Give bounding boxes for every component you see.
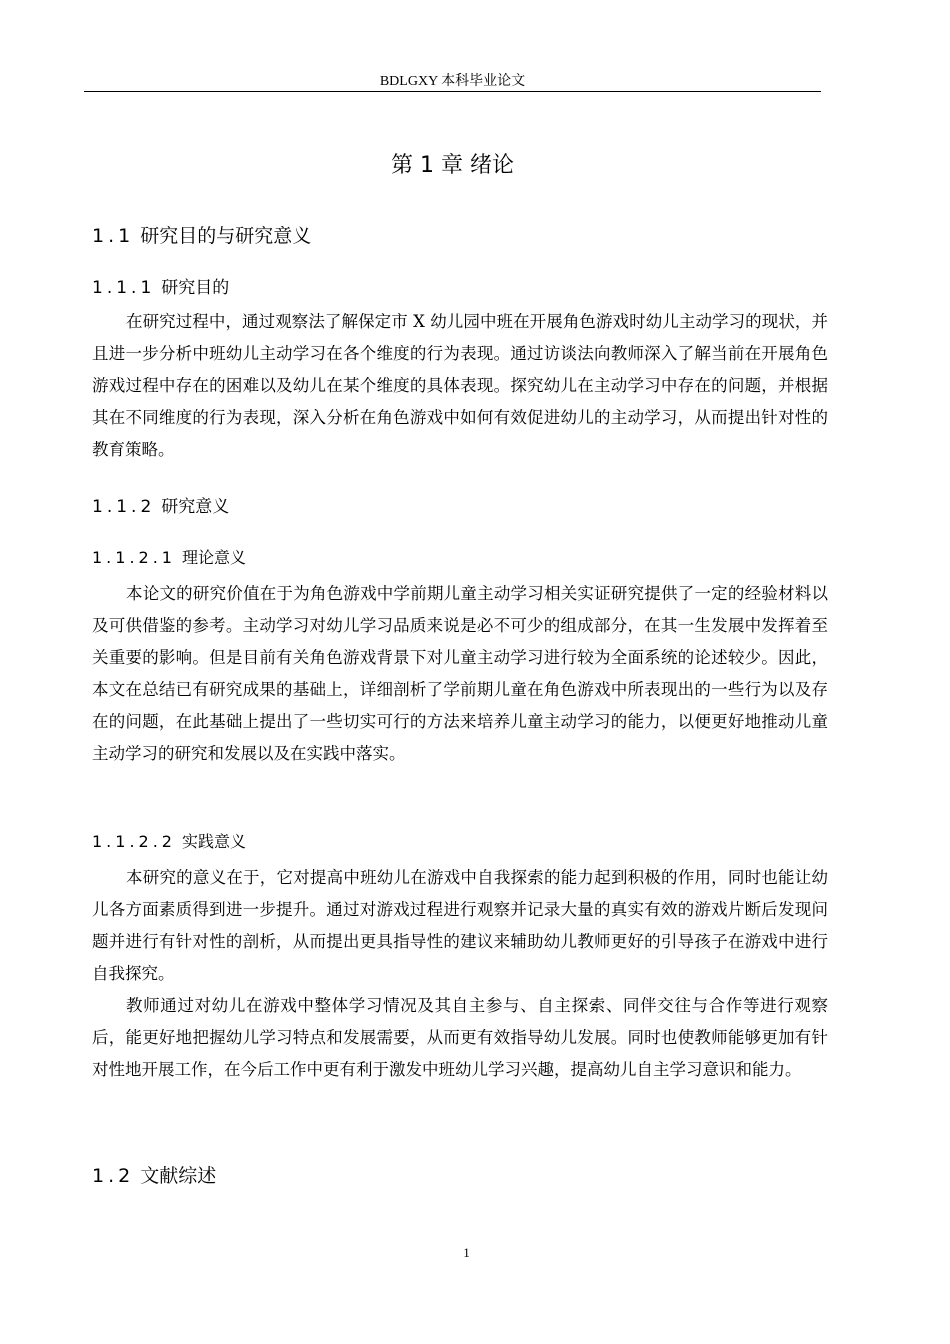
paragraph-theoretical-significance: 本论文的研究价值在于为角色游戏中学前期儿童主动学习相关实证研究提供了一定的经验材料以及可供借鉴的参考。主动学习对幼儿学习品质来说是必不可少的组成部分，在其一生发展中发挥着至关重要的影响。但是目前有关角色游戏背景下对儿童主动学习进行较为全面系统的论述较少。因此，本文在总结已有研究成果的基础上，详细剖析了学前期儿童在角色游戏中所表现出的一些行为以及存在的问题，在此基础上提出了一些切实可行的方法来培养儿童主动学习的能力，以便更好地推动儿童主动学习的研究和发展以及在实践中落实。 [92, 584, 828, 763]
section-number: 1.1.1 [92, 278, 156, 298]
section-title: 研究目的与研究意义 [140, 225, 312, 247]
section-heading-1-1-2 [92, 492, 229, 517]
section-heading-1-1 [92, 221, 311, 248]
header-rule [84, 91, 821, 92]
page-header: BDLGXY 本科毕业论文 [379, 74, 526, 89]
paragraph-practical-significance: 本研究的意义在于，它对提高中班幼儿在游戏中自我探索的能力起到积极的作用，同时也能让幼儿各方面素质得到进一步提升。通过对游戏过程进行观察并记录大量的真实有效的游戏片断后发现问题并进行有针对性的剖析，从而提出更具指导性的建议来辅助幼儿教师更好的引导孩子在游戏中进行自我探究。 [92, 868, 828, 983]
section-number: 1.1.2.2 [92, 832, 176, 851]
section-number: 1.1.2.1 [92, 548, 176, 567]
section-heading-1-1-2-2 [92, 829, 246, 852]
section-number: 1.1 [92, 225, 135, 247]
section-title: 研究意义 [161, 497, 230, 517]
chapter-title: 第 1 章 绪论 [391, 153, 514, 178]
section-heading-1-2 [92, 1161, 216, 1188]
section-heading-1-1-2-1 [92, 545, 246, 568]
section-title: 文献综述 [140, 1165, 217, 1187]
section-title: 实践意义 [181, 832, 246, 851]
section-title: 理论意义 [181, 548, 246, 567]
paragraph-teacher-observation: 教师通过对幼儿在游戏中整体学习情况及其自主参与、自主探索、同伴交往与合作等进行观察后，能更好地把握幼儿学习特点和发展需要，从而更有效指导幼儿发展。同时也使教师能够更加有针对性地开展工作，在今后工作中更有利于激发中班幼儿学习兴趣，提高幼儿自主学习意识和能力。 [92, 996, 828, 1079]
section-title: 研究目的 [161, 278, 230, 298]
section-heading-1-1-1 [92, 273, 229, 298]
section-number: 1.2 [92, 1165, 135, 1187]
page-number: 1 [463, 1245, 470, 1260]
paragraph-research-purpose: 在研究过程中，通过观察法了解保定市 X 幼儿园中班在开展角色游戏时幼儿主动学习的现状，并且进一步分析中班幼儿主动学习在各个维度的行为表现。通过访谈法向教师深入了解当前在开展角色游戏过程中存在的困难以及幼儿在某个维度的具体表现。探究幼儿在主动学习中存在的问题，并根据其在不同维度的行为表现，深入分析在角色游戏中如何有效促进幼儿的主动学习，从而提出针对性的教育策略。 [92, 312, 828, 459]
section-number: 1.1.2 [92, 497, 156, 517]
